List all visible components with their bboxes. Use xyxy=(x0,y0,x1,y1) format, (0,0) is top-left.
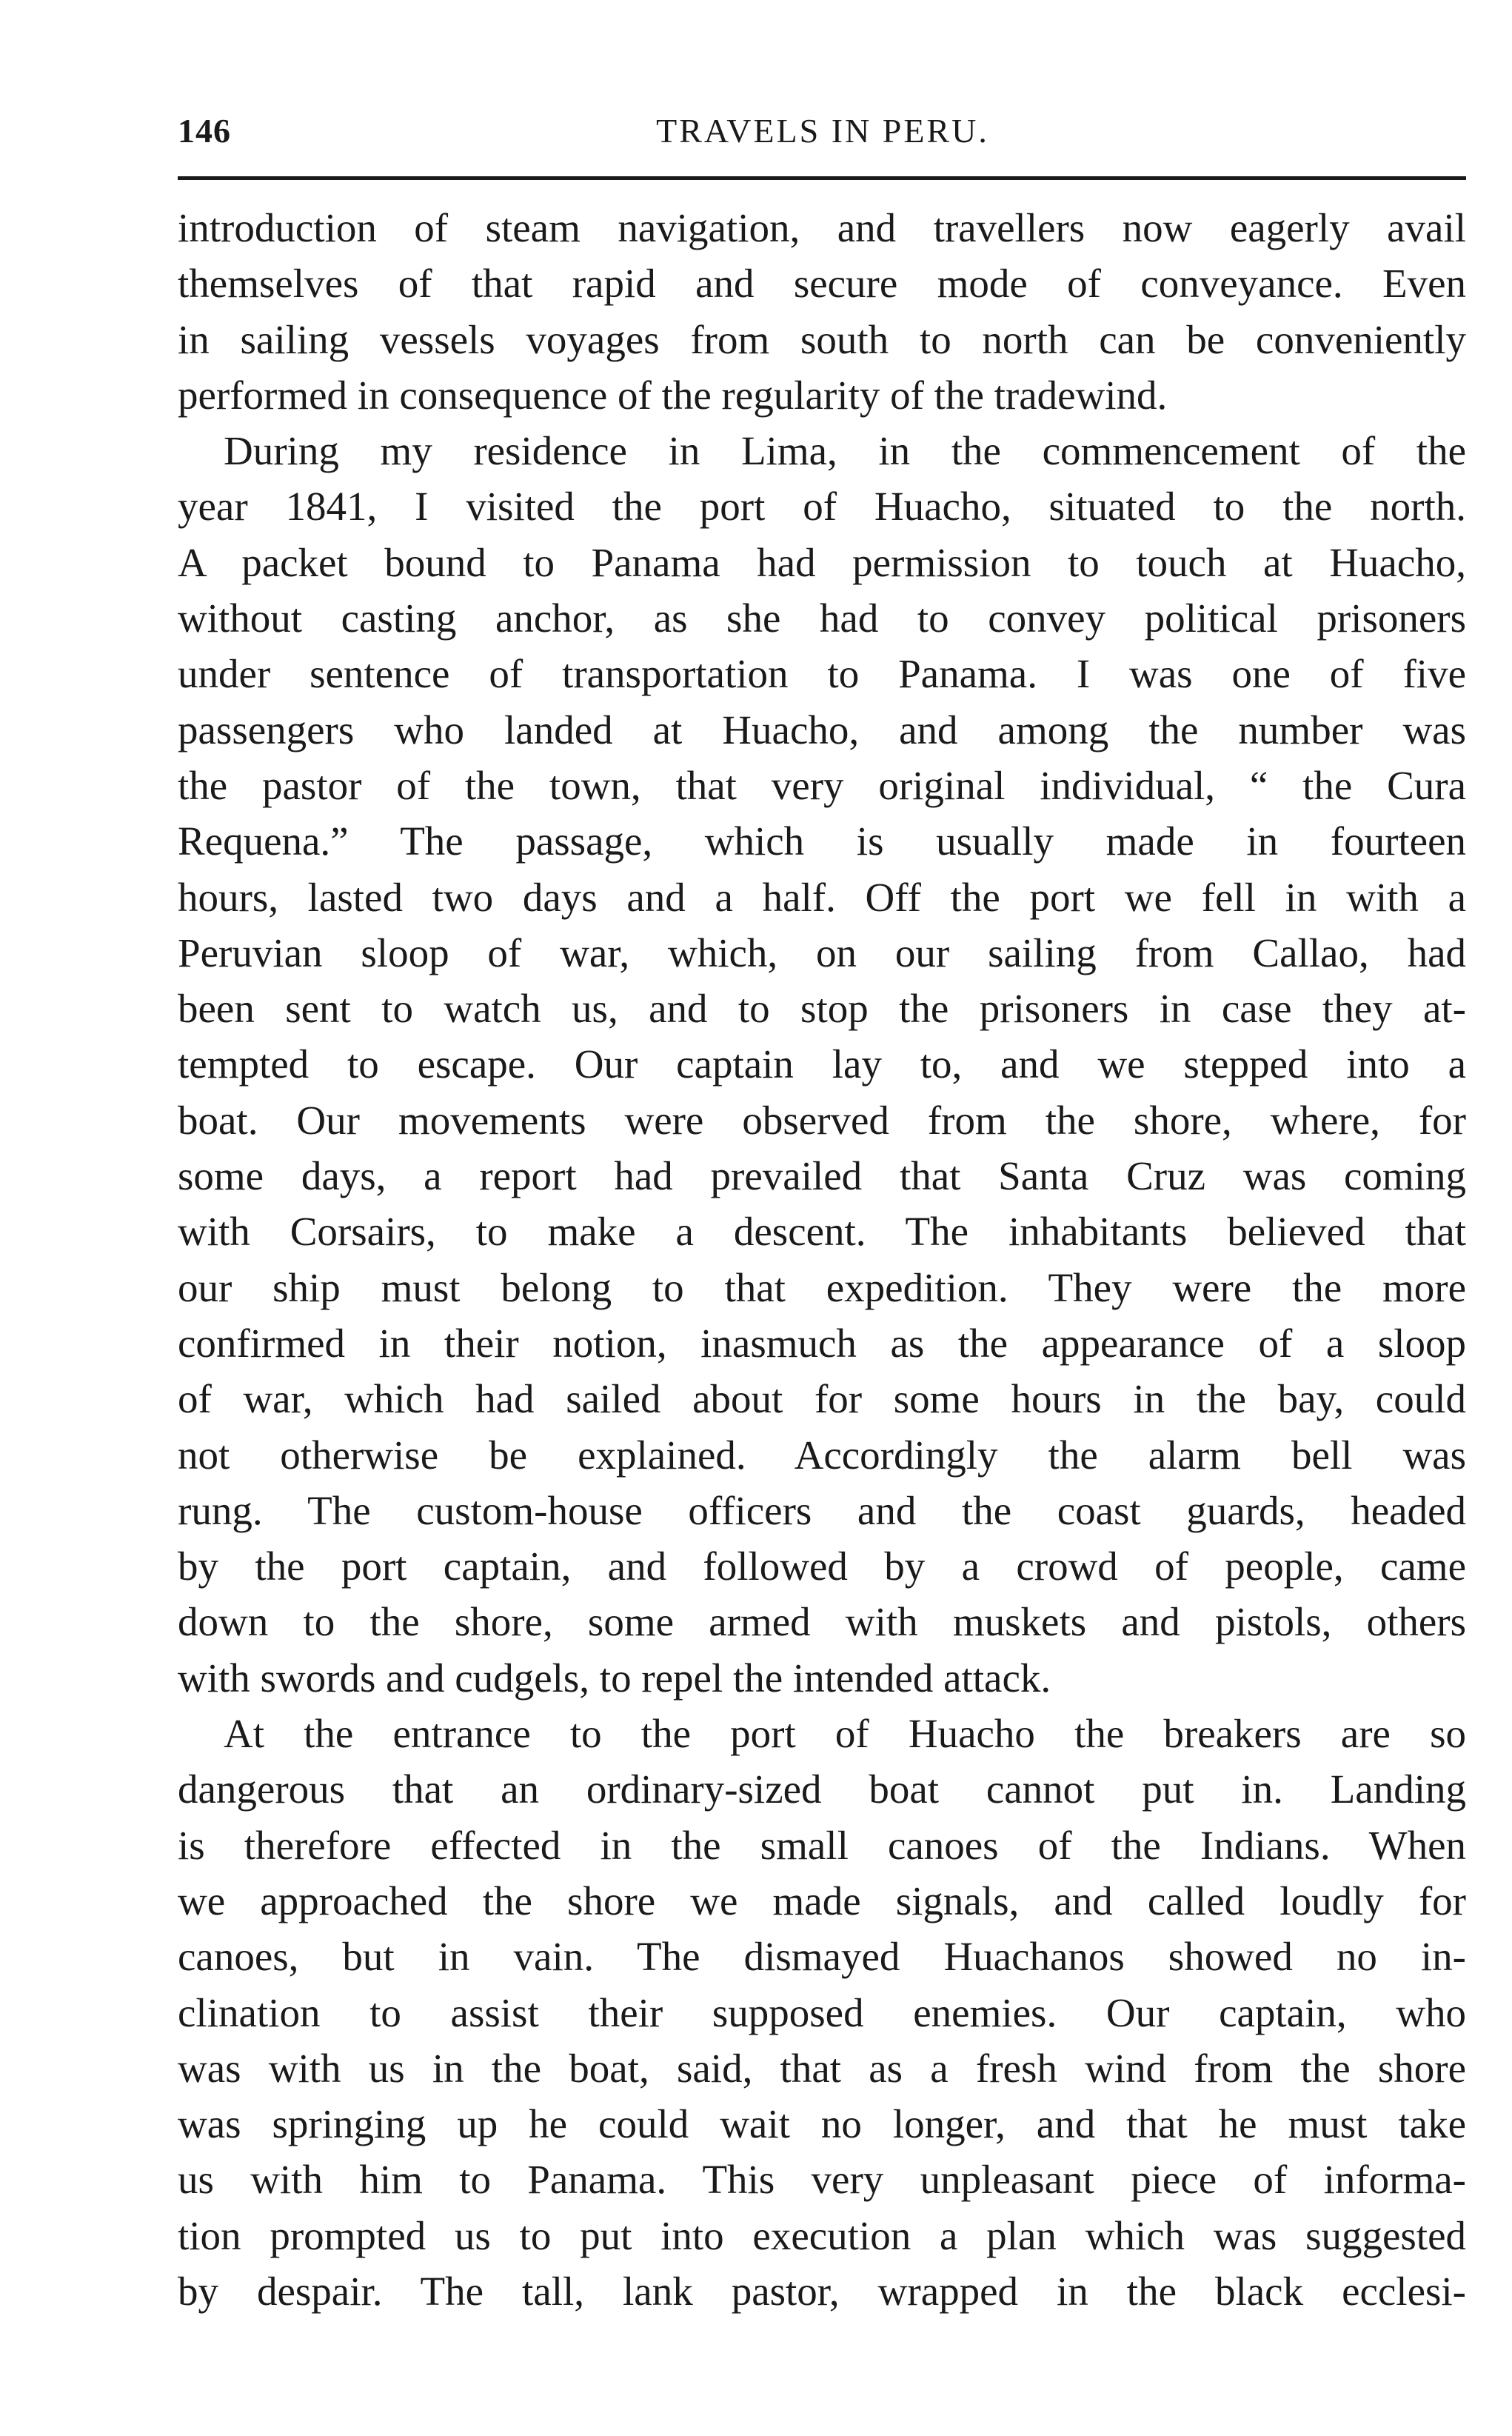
text-line: passengers who landed at Huacho, and among the number was xyxy=(178,707,1466,753)
text-line: At the entrance to the port of Huacho the breakers are so xyxy=(224,1711,1466,1757)
text-line: boat. Our movements were observed from the shore, where, for xyxy=(178,1097,1466,1143)
body-text xyxy=(178,200,1466,2319)
text-line: we approached the shore we made signals, and called loudly for xyxy=(178,1878,1466,1923)
running-title: TRAVELS IN PERU. xyxy=(656,112,989,150)
text-line: been sent to watch us, and to stop the prisoners in case they at- xyxy=(178,986,1466,1032)
text-line: rung. The custom-house officers and the coast guards, headed xyxy=(178,1487,1466,1533)
text-line: by despair. The tall, lank pastor, wrapped in the black ecclesi- xyxy=(178,2268,1466,2314)
text-line: performed in consequence of the regularity of the tradewind. xyxy=(178,372,1168,418)
text-line: of war, which had sailed about for some hours in the bay, could xyxy=(178,1376,1466,1422)
page-number: 146 xyxy=(178,112,231,150)
text-line: without casting anchor, as she had to convey political prisoners xyxy=(178,595,1466,641)
text-line: our ship must belong to that expedition. They were the more xyxy=(178,1264,1466,1310)
text-line: us with him to Panama. This very unpleasant piece of informa- xyxy=(178,2157,1466,2203)
text-line: with swords and cudgels, to repel the intended attack. xyxy=(178,1655,1051,1701)
text-line: was springing up he could wait no longer, and that he must take xyxy=(178,2101,1466,2147)
text-line: A packet bound to Panama had permission to touch at Huacho, xyxy=(178,539,1466,585)
text-line: is therefore effected in the small canoes of the Indians. When xyxy=(178,1822,1466,1868)
text-line: confirmed in their notion, inasmuch as the appearance of a sloop xyxy=(178,1320,1466,1366)
text-line: some days, a report had prevailed that Santa Cruz was coming xyxy=(178,1153,1466,1199)
text-line: clination to assist their supposed enemies. Our captain, who xyxy=(178,1989,1466,2035)
text-line: dangerous that an ordinary-sized boat cannot put in. Landing xyxy=(178,1766,1466,1812)
text-line: down to the shore, some armed with muskets and pistols, others xyxy=(178,1599,1466,1645)
text-line: introduction of steam navigation, and travellers now eagerly avail xyxy=(178,205,1466,250)
text-line: tempted to escape. Our captain lay to, and we stepped into a xyxy=(178,1041,1466,1087)
header-rule xyxy=(178,176,1466,180)
text-line: Peruvian sloop of war, which, on our sailing from Callao, had xyxy=(178,930,1466,975)
text-line: tion prompted us to put into execution a plan which was suggested xyxy=(178,2212,1466,2258)
text-line: the pastor of the town, that very original individual, “ the Cura xyxy=(178,762,1466,808)
text-line: with Corsairs, to make a descent. The inhabitants believed that xyxy=(178,1209,1466,1255)
text-line: hours, lasted two days and a half. Off the port we fell in with a xyxy=(178,874,1466,920)
text-line: not otherwise be explained. Accordingly the alarm bell was xyxy=(178,1432,1466,1478)
text-line: canoes, but in vain. The dismayed Huachanos showed no in- xyxy=(178,1934,1466,1980)
text-line: During my residence in Lima, in the commencement of the xyxy=(224,428,1466,474)
text-line: under sentence of transportation to Panama. I was one of five xyxy=(178,651,1466,697)
text-line: year 1841, I visited the port of Huacho, situated to the north. xyxy=(178,484,1466,530)
text-line: by the port captain, and followed by a crowd of people, came xyxy=(178,1544,1466,1589)
text-line: was with us in the boat, said, that as a fresh wind from the shore xyxy=(178,2045,1466,2091)
text-line: in sailing vessels voyages from south to north can be conveniently xyxy=(178,316,1466,362)
page-header xyxy=(178,111,1468,163)
text-line: Requena.” The passage, which is usually made in fourteen xyxy=(178,818,1466,864)
text-line: themselves of that rapid and secure mode of conveyance. Even xyxy=(178,261,1466,307)
